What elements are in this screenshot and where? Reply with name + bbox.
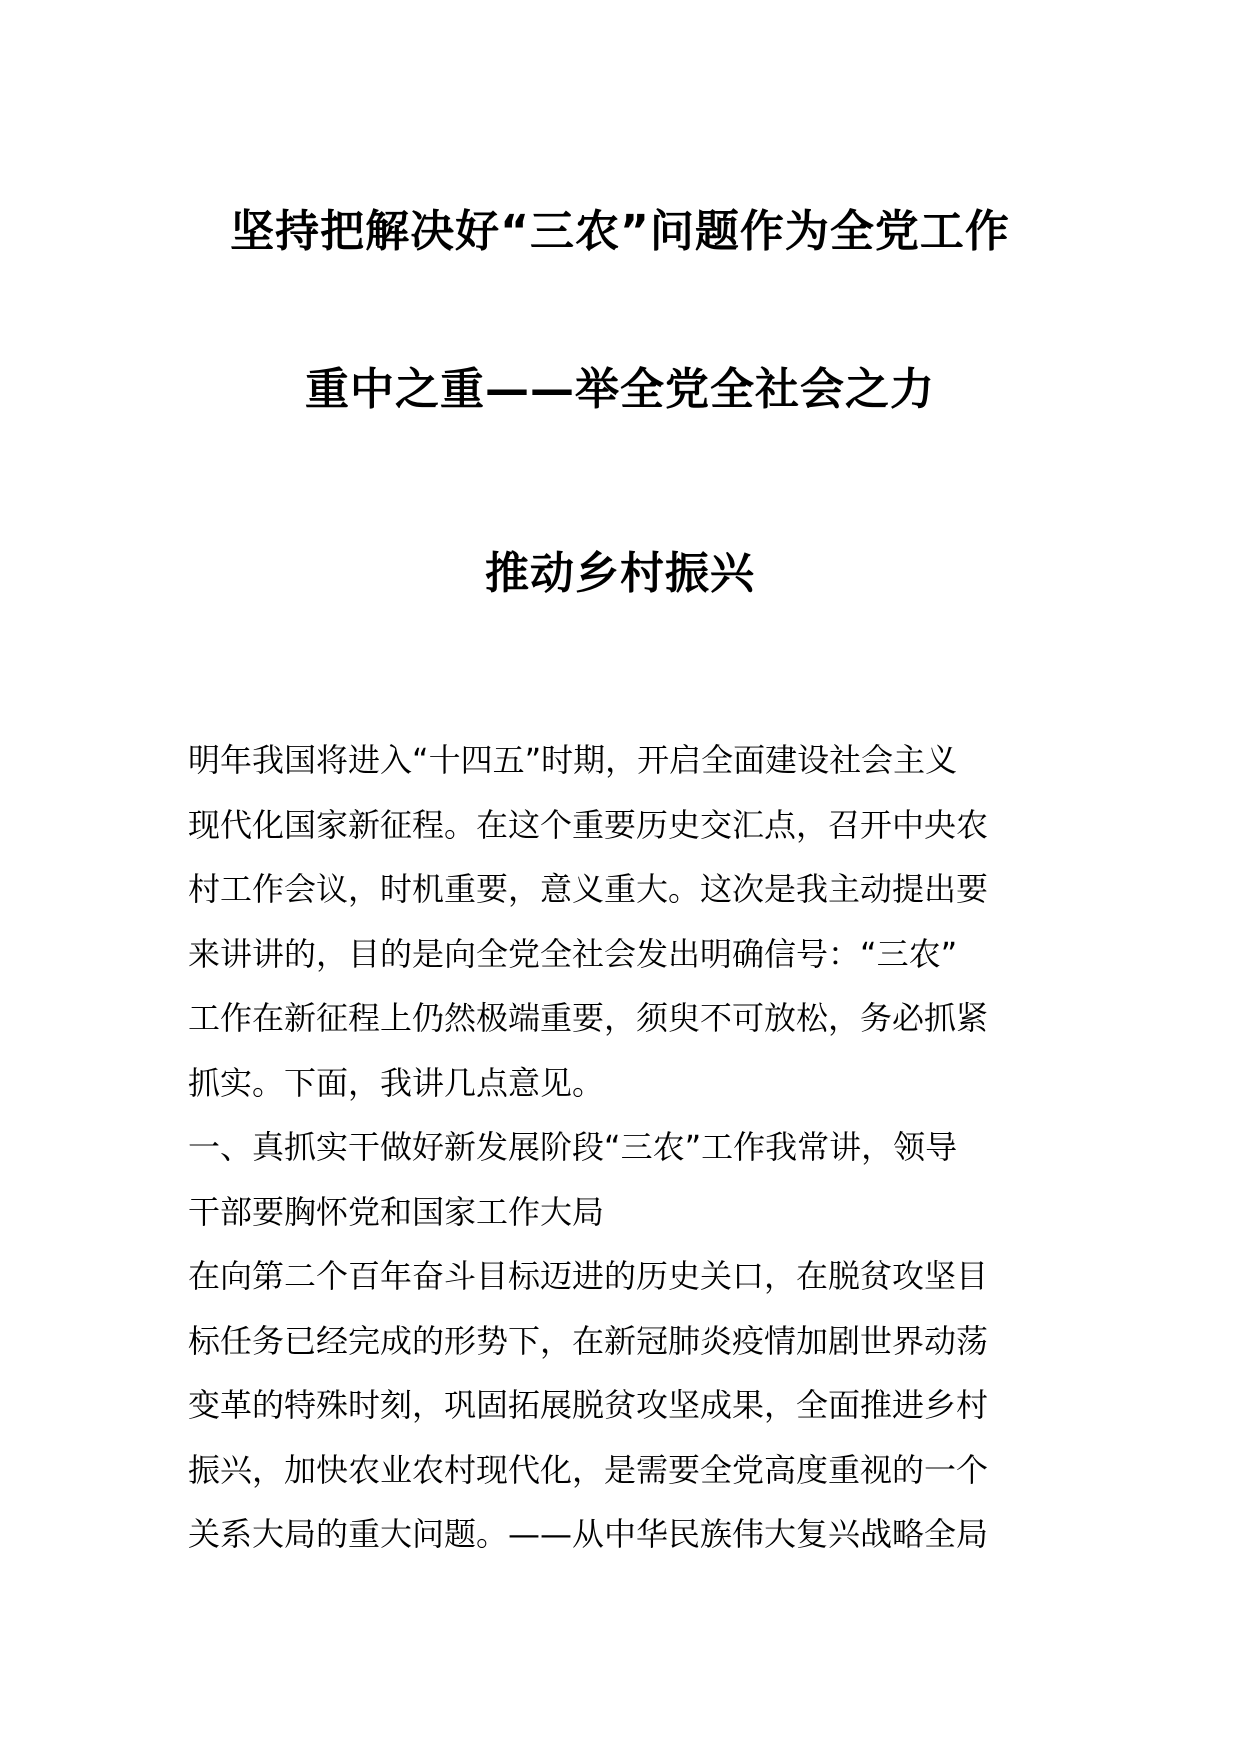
body-line-9: 在向第二个百年奋斗目标迈进的历史关口，在脱贫攻坚目 [188,1257,989,1295]
section-heading-line-2: 干部要胸怀党和国家工作大局 [188,1192,605,1231]
body-line-13: 关系大局的重大问题。——从中华民族伟大复兴战略全局 [188,1515,989,1553]
body-line-2: 现代化国家新征程。在这个重要历史交汇点，召开中央农 [188,805,989,844]
body-line-1: 明年我国将进入“十四五”时期，开启全面建设社会主义 [188,741,958,779]
body-line-12: 振兴，加快农业农村现代化，是需要全党高度重视的一个 [188,1450,989,1489]
document-body [188,728,1068,1567]
body-line-10: 标任务已经完成的形势下，在新冠肺炎疫情加剧世界动荡 [188,1321,989,1360]
body-line-3: 村工作会议，时机重要，意义重大。这次是我主动提出要 [188,870,989,908]
section-heading-line-1: 一、真抓实干做好新发展阶段“三农”工作我常讲，领导 [188,1128,958,1166]
body-line-5: 工作在新征程上仍然极端重要，须臾不可放松，务必抓紧 [188,999,989,1037]
document-title-line-1: 坚持把解决好“三农”问题作为全党工作 [230,206,1010,257]
document-title-line-3: 推动乡村振兴 [485,548,755,599]
document-title-line-2: 重中之重——举全党全社会之力 [305,364,935,415]
body-line-6: 抓实。下面，我讲几点意见。 [188,1063,605,1102]
body-line-11: 变革的特殊时刻，巩固拓展脱贫攻坚成果，全面推进乡村 [188,1386,989,1424]
body-line-4: 来讲讲的，目的是向全党全社会发出明确信号：“三农” [188,934,958,973]
